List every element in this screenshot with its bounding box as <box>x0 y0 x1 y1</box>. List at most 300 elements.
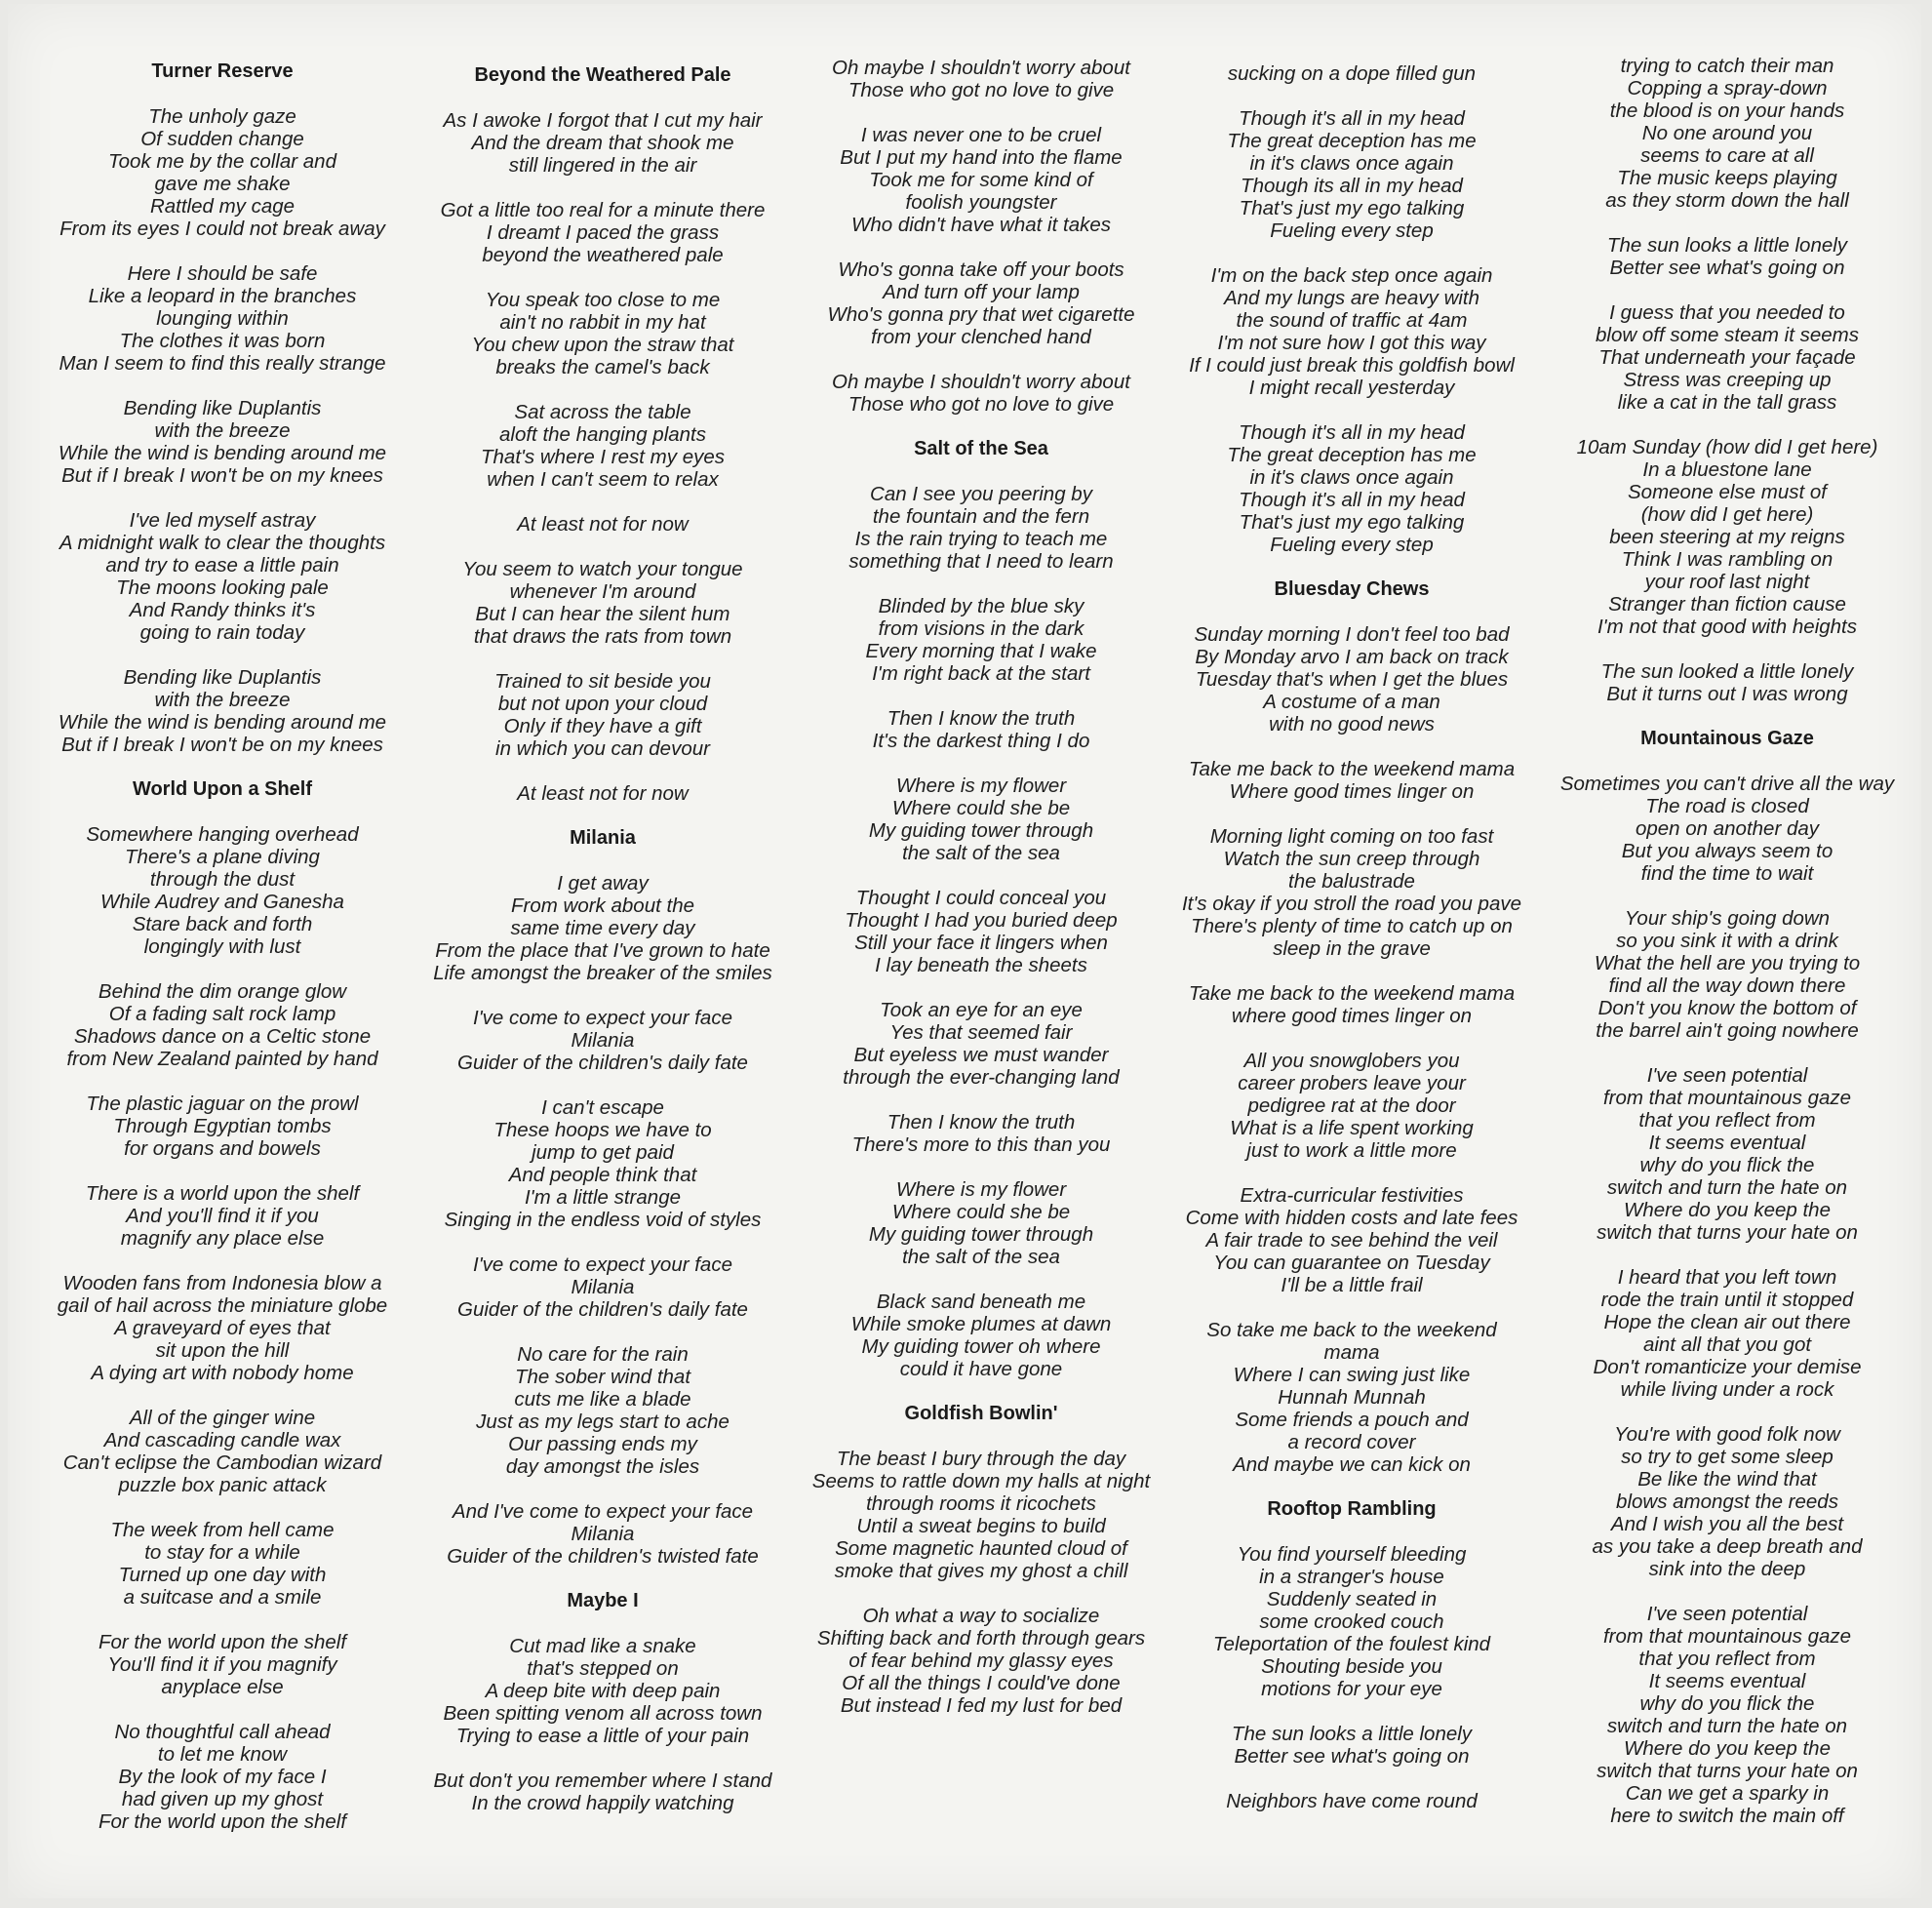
lyric-line: through the dust <box>149 868 296 891</box>
lyric-line: It's okay if you stroll the road you pave <box>1181 893 1522 915</box>
lyric-line: anyplace else <box>161 1676 284 1698</box>
lyric-line: As I awoke I forgot that I cut my hair <box>443 109 763 132</box>
lyric-line: So take me back to the weekend <box>1206 1319 1497 1341</box>
lyric-line: Take me back to the weekend mama <box>1188 758 1516 780</box>
lyric-line: And people think that <box>508 1164 697 1186</box>
stanza <box>417 1635 788 1747</box>
lyric-line: Where good times linger on <box>1229 780 1475 803</box>
lyrics-column-4 <box>1166 62 1537 1906</box>
lyric-line: open on another day <box>1635 817 1820 840</box>
stanza <box>417 1253 788 1321</box>
lyric-line: pedigree rat at the door <box>1247 1094 1456 1117</box>
lyric-line: While Audrey and Ganesha <box>100 891 344 913</box>
lyric-line: Bending like Duplantis <box>123 397 322 419</box>
stanza <box>1166 1723 1537 1768</box>
lyric-line: The unholy gaze <box>148 105 296 128</box>
lyric-line: Watch the sun creep through <box>1223 848 1480 870</box>
lyrics-column-3 <box>796 57 1166 1900</box>
lyric-line: through rooms it ricochets <box>866 1492 1096 1515</box>
stanza <box>1166 623 1537 735</box>
stanza <box>796 887 1166 976</box>
lyric-line: in it's claws once again <box>1249 152 1454 175</box>
lyric-line: Extra-curricular festivities <box>1240 1184 1464 1207</box>
stanza <box>37 666 408 756</box>
lyric-line: You're with good folk now <box>1614 1423 1840 1446</box>
stanza <box>1537 234 1917 279</box>
lyric-line: Like a leopard in the branches <box>88 285 357 307</box>
lyric-line: There's plenty of time to catch up on <box>1191 915 1513 937</box>
lyric-line: that you reflect from <box>1638 1648 1816 1670</box>
lyric-line: motions for your eye <box>1261 1678 1442 1700</box>
lyric-line: Can't eclipse the Cambodian wizard <box>62 1451 382 1474</box>
stanza <box>37 1407 408 1496</box>
lyric-line: Took me for some kind of <box>869 169 1093 191</box>
song-block <box>1166 1498 1537 1812</box>
lyric-line: Someone else must of <box>1628 481 1827 503</box>
lyric-line: But if I break I won't be on my knees <box>61 734 383 756</box>
stanza <box>417 872 788 984</box>
lyric-line: Oh maybe I shouldn't worry about <box>832 371 1130 393</box>
lyric-line: that you reflect from <box>1638 1109 1816 1132</box>
lyric-line: Suddenly seated in <box>1266 1588 1438 1610</box>
lyric-line: From work about the <box>511 894 694 917</box>
lyric-line: Still your face it lingers when <box>854 932 1108 954</box>
lyric-line: when I can't seem to relax <box>487 468 719 491</box>
lyric-line: A deep bite with deep pain <box>485 1680 721 1702</box>
lyric-line: why do you flick the <box>1639 1692 1815 1715</box>
lyric-line: Singing in the endless void of styles <box>444 1209 762 1231</box>
lyric-line: Then I know the truth <box>887 707 1076 730</box>
stanza <box>1537 1603 1917 1827</box>
lyric-line: I'm a little strange <box>524 1186 681 1209</box>
lyric-line: Milania <box>571 1523 635 1545</box>
lyric-line: Though it's all in my head <box>1239 107 1465 130</box>
lyric-line: I've come to expect your face <box>473 1253 732 1276</box>
lyric-line: going to rain today <box>139 621 305 644</box>
stanza <box>1166 1543 1537 1700</box>
lyric-line: Can we get a sparky in <box>1625 1782 1830 1805</box>
lyric-line: I've come to expect your face <box>473 1007 732 1029</box>
lyric-line: from New Zealand painted by hand <box>66 1048 378 1070</box>
lyric-line: jump to get paid <box>532 1141 674 1164</box>
lyric-line: And cascading candle wax <box>103 1429 341 1451</box>
song-block <box>417 64 788 805</box>
lyric-line: Just as my legs start to ache <box>476 1411 729 1433</box>
lyric-line: the salt of the sea <box>902 1246 1060 1268</box>
stanza <box>1537 1266 1917 1401</box>
lyric-line: I've seen potential <box>1646 1064 1808 1087</box>
stanza <box>796 371 1166 416</box>
lyric-line: Oh what a way to socialize <box>862 1605 1100 1627</box>
stanza <box>1166 264 1537 399</box>
lyric-line: could it have gone <box>899 1358 1063 1380</box>
song-block <box>1166 578 1537 1476</box>
lyric-line: But you always seem to <box>1621 840 1833 862</box>
lyric-line: breaks the camel's back <box>495 356 710 378</box>
lyric-line: Guider of the children's daily fate <box>457 1052 748 1074</box>
lyric-line: Think I was rambling on <box>1621 548 1833 571</box>
stanza <box>1166 758 1537 803</box>
lyric-line: A fair trade to see behind the veil <box>1205 1229 1498 1252</box>
lyric-line: as they storm down the hall <box>1605 189 1849 212</box>
lyric-line: That's where I rest my eyes <box>481 446 725 468</box>
lyric-line: No thoughtful call ahead <box>114 1721 331 1743</box>
lyric-line: Though it's all in my head <box>1239 421 1465 444</box>
lyric-line: through the ever-changing land <box>843 1066 1120 1089</box>
lyric-line: Shouting beside you <box>1261 1655 1442 1678</box>
lyric-line: The great deception has me <box>1227 444 1477 466</box>
lyric-line: just to work a little more <box>1246 1139 1457 1162</box>
lyric-line: mama <box>1323 1341 1380 1364</box>
lyric-line: While smoke plumes at dawn <box>850 1313 1112 1335</box>
lyric-line: Every morning that I wake <box>865 640 1097 662</box>
lyric-line: that draws the rats from town <box>473 625 732 648</box>
lyric-line: Rattled my cage <box>149 195 296 218</box>
lyric-line: Don't romanticize your demise <box>1593 1356 1862 1378</box>
lyric-line: Life amongst the breaker of the smiles <box>433 962 772 984</box>
song-title: Turner Reserve <box>151 60 294 82</box>
lyric-line: smoke that gives my ghost a chill <box>834 1560 1128 1582</box>
stanza <box>37 105 408 240</box>
lyric-line: Tuesday that's when I get the blues <box>1195 668 1509 691</box>
lyric-line: from your clenched hand <box>871 326 1091 348</box>
lyric-line: rode the train until it stopped <box>1600 1289 1854 1311</box>
lyric-line: Trained to sit beside you <box>494 670 711 693</box>
song-title: Beyond the Weathered Pale <box>474 64 731 86</box>
lyric-line: Somewhere hanging overhead <box>86 823 359 846</box>
lyric-line: And I've come to expect your face <box>452 1500 754 1523</box>
lyric-line: What is a life spent working <box>1230 1117 1474 1139</box>
stanza <box>37 823 408 958</box>
stanza <box>37 509 408 644</box>
lyric-line: Better see what's going on <box>1609 257 1845 279</box>
lyric-line: still lingered in the air <box>508 154 697 177</box>
song-block <box>417 1590 788 1814</box>
lyric-line: lounging within <box>156 307 289 330</box>
lyric-line: You chew upon the straw that <box>471 334 734 356</box>
stanza <box>417 1343 788 1478</box>
song-block <box>37 778 408 1833</box>
lyric-line: had given up my ghost <box>121 1788 324 1810</box>
song-block <box>796 57 1166 416</box>
lyric-line: that's stepped on <box>527 1657 679 1680</box>
lyric-line: like a cat in the tall grass <box>1617 391 1837 414</box>
lyric-line: Where I can swing just like <box>1233 1364 1471 1386</box>
lyric-line: You'll find it if you magnify <box>107 1653 337 1676</box>
lyric-line: Fueling every step <box>1270 534 1434 556</box>
lyric-line: to let me know <box>157 1743 288 1766</box>
lyric-line: And my lungs are heavy with <box>1223 287 1480 309</box>
lyric-line: Of sudden change <box>140 128 304 150</box>
lyric-line: But I put my hand into the flame <box>840 146 1123 169</box>
lyric-line: Morning light coming on too fast <box>1209 825 1494 848</box>
song-title: Salt of the Sea <box>914 438 1048 459</box>
stanza <box>796 999 1166 1089</box>
lyric-line: That's just my ego talking <box>1239 511 1465 534</box>
lyric-line: Come with hidden costs and late fees <box>1185 1207 1518 1229</box>
lyric-line: switch that turns your hate on <box>1597 1221 1858 1244</box>
lyric-line: Until a sweat begins to build <box>856 1515 1106 1537</box>
stanza <box>37 1182 408 1250</box>
lyric-line: The plastic jaguar on the prowl <box>86 1093 359 1115</box>
lyric-line: What the hell are you trying to <box>1594 952 1861 974</box>
lyric-line: aloft the hanging plants <box>499 423 706 446</box>
stanza <box>417 1007 788 1074</box>
lyric-line: with no good news <box>1269 713 1435 735</box>
lyric-line: I heard that you left town <box>1617 1266 1837 1289</box>
stanza <box>796 1111 1166 1156</box>
lyric-line: Some magnetic haunted cloud of <box>835 1537 1127 1560</box>
lyric-line: ain't no rabbit in my hat <box>499 311 706 334</box>
lyric-line: Sunday morning I don't feel too bad <box>1194 623 1510 646</box>
lyric-line: Stranger than fiction cause <box>1608 593 1846 616</box>
lyric-line: gave me shake <box>154 173 291 195</box>
lyric-line: Though it's all in my head <box>1239 489 1465 511</box>
stanza <box>37 1631 408 1698</box>
lyric-line: I was never one to be cruel <box>860 124 1102 146</box>
stanza <box>37 1519 408 1609</box>
lyric-line: Fueling every step <box>1270 219 1434 242</box>
lyric-line: And you'll find it if you <box>126 1205 319 1227</box>
lyric-line: Guider of the children's twisted fate <box>447 1545 759 1568</box>
song-title: Milania <box>570 827 636 849</box>
lyric-line: from that mountainous gaze <box>1602 1625 1852 1648</box>
lyric-line: Be like the wind that <box>1637 1468 1817 1491</box>
lyric-line: Black sand beneath me <box>876 1291 1086 1313</box>
lyric-line: Shifting back and forth through gears <box>816 1627 1146 1650</box>
stanza <box>1537 436 1917 638</box>
lyric-line: And turn off your lamp <box>883 281 1080 303</box>
lyric-line: Here I should be safe <box>127 262 318 285</box>
lyric-line: It seems eventual <box>1648 1670 1806 1692</box>
stanza <box>417 401 788 491</box>
stanza <box>1166 1790 1537 1812</box>
lyric-line: why do you flick the <box>1639 1154 1815 1176</box>
song-title: World Upon a Shelf <box>132 778 313 800</box>
lyric-line: switch that turns your hate on <box>1597 1760 1858 1782</box>
lyric-line: That's just my ego talking <box>1239 197 1465 219</box>
lyric-line: find all the way down there <box>1608 974 1846 997</box>
lyric-line: No care for the rain <box>517 1343 689 1366</box>
lyric-line: Seems to rattle down my halls at night <box>811 1470 1151 1492</box>
lyric-line: At least not for now <box>517 782 689 805</box>
lyric-line: For the world upon the shelf <box>98 1631 347 1653</box>
lyric-line: By the look of my face I <box>118 1766 327 1788</box>
stanza <box>417 1500 788 1568</box>
lyric-line: Guider of the children's daily fate <box>457 1298 748 1321</box>
stanza <box>1537 907 1917 1042</box>
song-block <box>796 1403 1166 1717</box>
lyrics-column-2 <box>417 64 788 1908</box>
lyric-line: A midnight walk to clear the thoughts <box>59 532 386 554</box>
stanza <box>417 1096 788 1231</box>
lyric-line: Stress was creeping up <box>1623 369 1832 391</box>
lyric-line: If I could just break this goldfish bowl <box>1189 354 1515 377</box>
lyric-line: Only if they have a gift <box>503 715 702 737</box>
lyric-line: the barrel ain't going nowhere <box>1596 1019 1859 1042</box>
lyric-line: Milania <box>571 1276 635 1298</box>
lyric-line: in which you can devour <box>495 737 710 760</box>
lyric-line: Those who got no love to give <box>848 393 1115 416</box>
stanza <box>417 558 788 648</box>
lyric-line: But eyeless we must wander <box>853 1044 1109 1066</box>
lyric-line: longingly with lust <box>143 935 301 958</box>
stanza <box>796 1605 1166 1717</box>
lyric-line: I dreamt I paced the grass <box>486 221 720 244</box>
lyric-line: with the breeze <box>154 419 291 442</box>
lyric-line: At least not for now <box>517 513 689 536</box>
stanza <box>796 483 1166 573</box>
lyric-line: whenever I'm around <box>509 580 696 603</box>
lyric-line: Took an eye for an eye <box>880 999 1083 1021</box>
lyric-line: Is the rain trying to teach me <box>854 528 1108 550</box>
lyric-line: but not upon your cloud <box>497 693 708 715</box>
lyric-line: something that I need to learn <box>848 550 1114 573</box>
lyric-line: Turned up one day with <box>118 1564 327 1586</box>
lyric-line: sucking on a dope filled gun <box>1227 62 1477 85</box>
lyric-line: In a bluestone lane <box>1642 458 1812 481</box>
lyric-line: In the crowd happily watching <box>471 1792 734 1814</box>
lyric-line: switch and turn the hate on <box>1606 1715 1848 1737</box>
lyric-line: foolish youngster <box>905 191 1057 214</box>
lyric-line: The sun looked a little lonely <box>1600 660 1854 683</box>
song-block <box>1537 728 1917 1827</box>
lyric-line: It seems eventual <box>1648 1132 1806 1154</box>
lyric-line: Man I seem to find this really strange <box>59 352 386 375</box>
stanza <box>417 289 788 378</box>
stanza <box>796 595 1166 685</box>
lyric-line: of fear behind my glassy eyes <box>848 1650 1114 1672</box>
lyric-line: A dying art with nobody home <box>91 1362 354 1384</box>
song-block <box>417 827 788 1568</box>
lyric-line: where good times linger on <box>1231 1005 1473 1027</box>
lyric-line: a record cover <box>1287 1431 1416 1453</box>
lyric-line: blows amongst the reeds <box>1616 1491 1838 1513</box>
lyric-line: I might recall yesterday <box>1248 377 1455 399</box>
lyric-line: and try to ease a little pain <box>105 554 339 576</box>
lyric-line: You seem to watch your tongue <box>462 558 743 580</box>
stanza <box>1166 1050 1537 1162</box>
stanza <box>1537 1064 1917 1244</box>
stanza <box>796 1178 1166 1268</box>
lyric-line: There's more to this than you <box>851 1133 1111 1156</box>
lyric-line: from that mountainous gaze <box>1602 1087 1852 1109</box>
lyric-line: Hope the clean air out there <box>1603 1311 1851 1333</box>
lyric-line: Of all the things I could've done <box>842 1672 1121 1694</box>
lyric-line: Who didn't have what it takes <box>851 214 1111 236</box>
lyric-line: find the time to wait <box>1640 862 1814 885</box>
lyric-line: Took me by the collar and <box>108 150 336 173</box>
lyric-line: I've led myself astray <box>129 509 316 532</box>
lyric-line: Where could she be <box>891 797 1071 819</box>
lyric-line: Who's gonna pry that wet cigarette <box>827 303 1135 326</box>
lyric-line: The road is closed <box>1645 795 1809 817</box>
stanza <box>1166 62 1537 85</box>
stanza <box>1537 301 1917 414</box>
lyric-line: But don't you remember where I stand <box>433 1769 772 1792</box>
stanza <box>37 1721 408 1833</box>
stanza <box>796 1448 1166 1582</box>
lyric-line: Don't you know the bottom of <box>1597 997 1857 1019</box>
lyrics-column-5 <box>1537 55 1917 1898</box>
lyric-line: There is a world upon the shelf <box>85 1182 360 1205</box>
lyric-line: Who's gonna take off your boots <box>838 258 1124 281</box>
lyric-line: These hoops we have to <box>493 1119 712 1141</box>
lyric-line: magnify any place else <box>120 1227 325 1250</box>
stanza <box>37 1272 408 1384</box>
stanza <box>1166 982 1537 1027</box>
lyric-line: My guiding tower through <box>868 819 1094 842</box>
song-title: Rooftop Rambling <box>1267 1498 1437 1520</box>
lyric-line: I'm not sure how I got this way <box>1217 332 1486 354</box>
lyric-line: same time every day <box>510 917 695 939</box>
lyric-line: And Randy thinks it's <box>129 599 316 621</box>
stanza <box>417 1769 788 1814</box>
lyric-line: here to switch the main off <box>1610 1805 1844 1827</box>
lyric-line: switch and turn the hate on <box>1606 1176 1848 1199</box>
lyric-line: While the wind is bending around me <box>58 711 387 734</box>
lyric-line: While the wind is bending around me <box>58 442 387 464</box>
lyric-line: You can guarantee on Tuesday <box>1213 1252 1490 1274</box>
lyric-line: But if I break I won't be on my knees <box>61 464 383 487</box>
stanza <box>417 199 788 266</box>
lyric-line: A graveyard of eyes that <box>114 1317 331 1339</box>
lyric-line: blow off some steam it seems <box>1595 324 1859 346</box>
lyric-line: From the place that I've grown to hate <box>435 939 770 962</box>
lyric-line: But I can hear the silent hum <box>475 603 730 625</box>
stanza <box>796 1291 1166 1380</box>
lyric-line: Our passing ends my <box>508 1433 697 1455</box>
song-title: Mountainous Gaze <box>1640 728 1814 749</box>
lyric-line: Can I see you peering by <box>870 483 1092 505</box>
lyric-line: You speak too close to me <box>485 289 721 311</box>
lyric-line: Where could she be <box>891 1201 1071 1223</box>
lyrics-sheet <box>8 4 1921 1898</box>
lyric-line: By Monday arvo I am back on track <box>1195 646 1509 668</box>
lyric-line: The sun looks a little lonely <box>1231 1723 1473 1745</box>
lyric-line: No one around you <box>1641 122 1813 144</box>
lyric-line: some crooked couch <box>1259 1610 1444 1633</box>
lyric-line: (how did I get here) <box>1640 503 1814 526</box>
lyric-line: I'm right back at the start <box>872 662 1090 685</box>
lyric-line: The moons looking pale <box>116 576 329 599</box>
stanza <box>1537 660 1917 705</box>
lyric-line: I'm not that good with heights <box>1597 616 1858 638</box>
lyric-line: And maybe we can kick on <box>1233 1453 1471 1476</box>
lyric-line: Through Egyptian tombs <box>113 1115 332 1137</box>
stanza <box>1166 1184 1537 1296</box>
lyric-line: There's a plane diving <box>125 846 320 868</box>
lyric-line: I'll be a little frail <box>1281 1274 1423 1296</box>
lyric-line: puzzle box panic attack <box>118 1474 327 1496</box>
lyric-line: Where do you keep the <box>1624 1199 1831 1221</box>
lyric-line: I'm on the back step once again <box>1210 264 1493 287</box>
lyric-line: Shadows dance on a Celtic stone <box>73 1025 372 1048</box>
lyric-line: Got a little too real for a minute there <box>440 199 766 221</box>
lyric-line: gail of hail across the miniature globe <box>57 1294 388 1317</box>
song-block <box>37 60 408 756</box>
lyric-line: the balustrade <box>1288 870 1415 893</box>
lyric-line: All of the ginger wine <box>129 1407 316 1429</box>
stanza <box>417 782 788 805</box>
lyric-line: All you snowglobers you <box>1243 1050 1460 1072</box>
lyric-line: the fountain and the fern <box>872 505 1090 528</box>
lyric-line: Trying to ease a little of your pain <box>455 1725 750 1747</box>
lyric-line: My guiding tower oh where <box>861 1335 1101 1358</box>
lyric-line: so try to get some sleep <box>1621 1446 1833 1468</box>
lyric-line: You find yourself bleeding <box>1237 1543 1467 1566</box>
lyric-line: day amongst the isles <box>505 1455 700 1478</box>
